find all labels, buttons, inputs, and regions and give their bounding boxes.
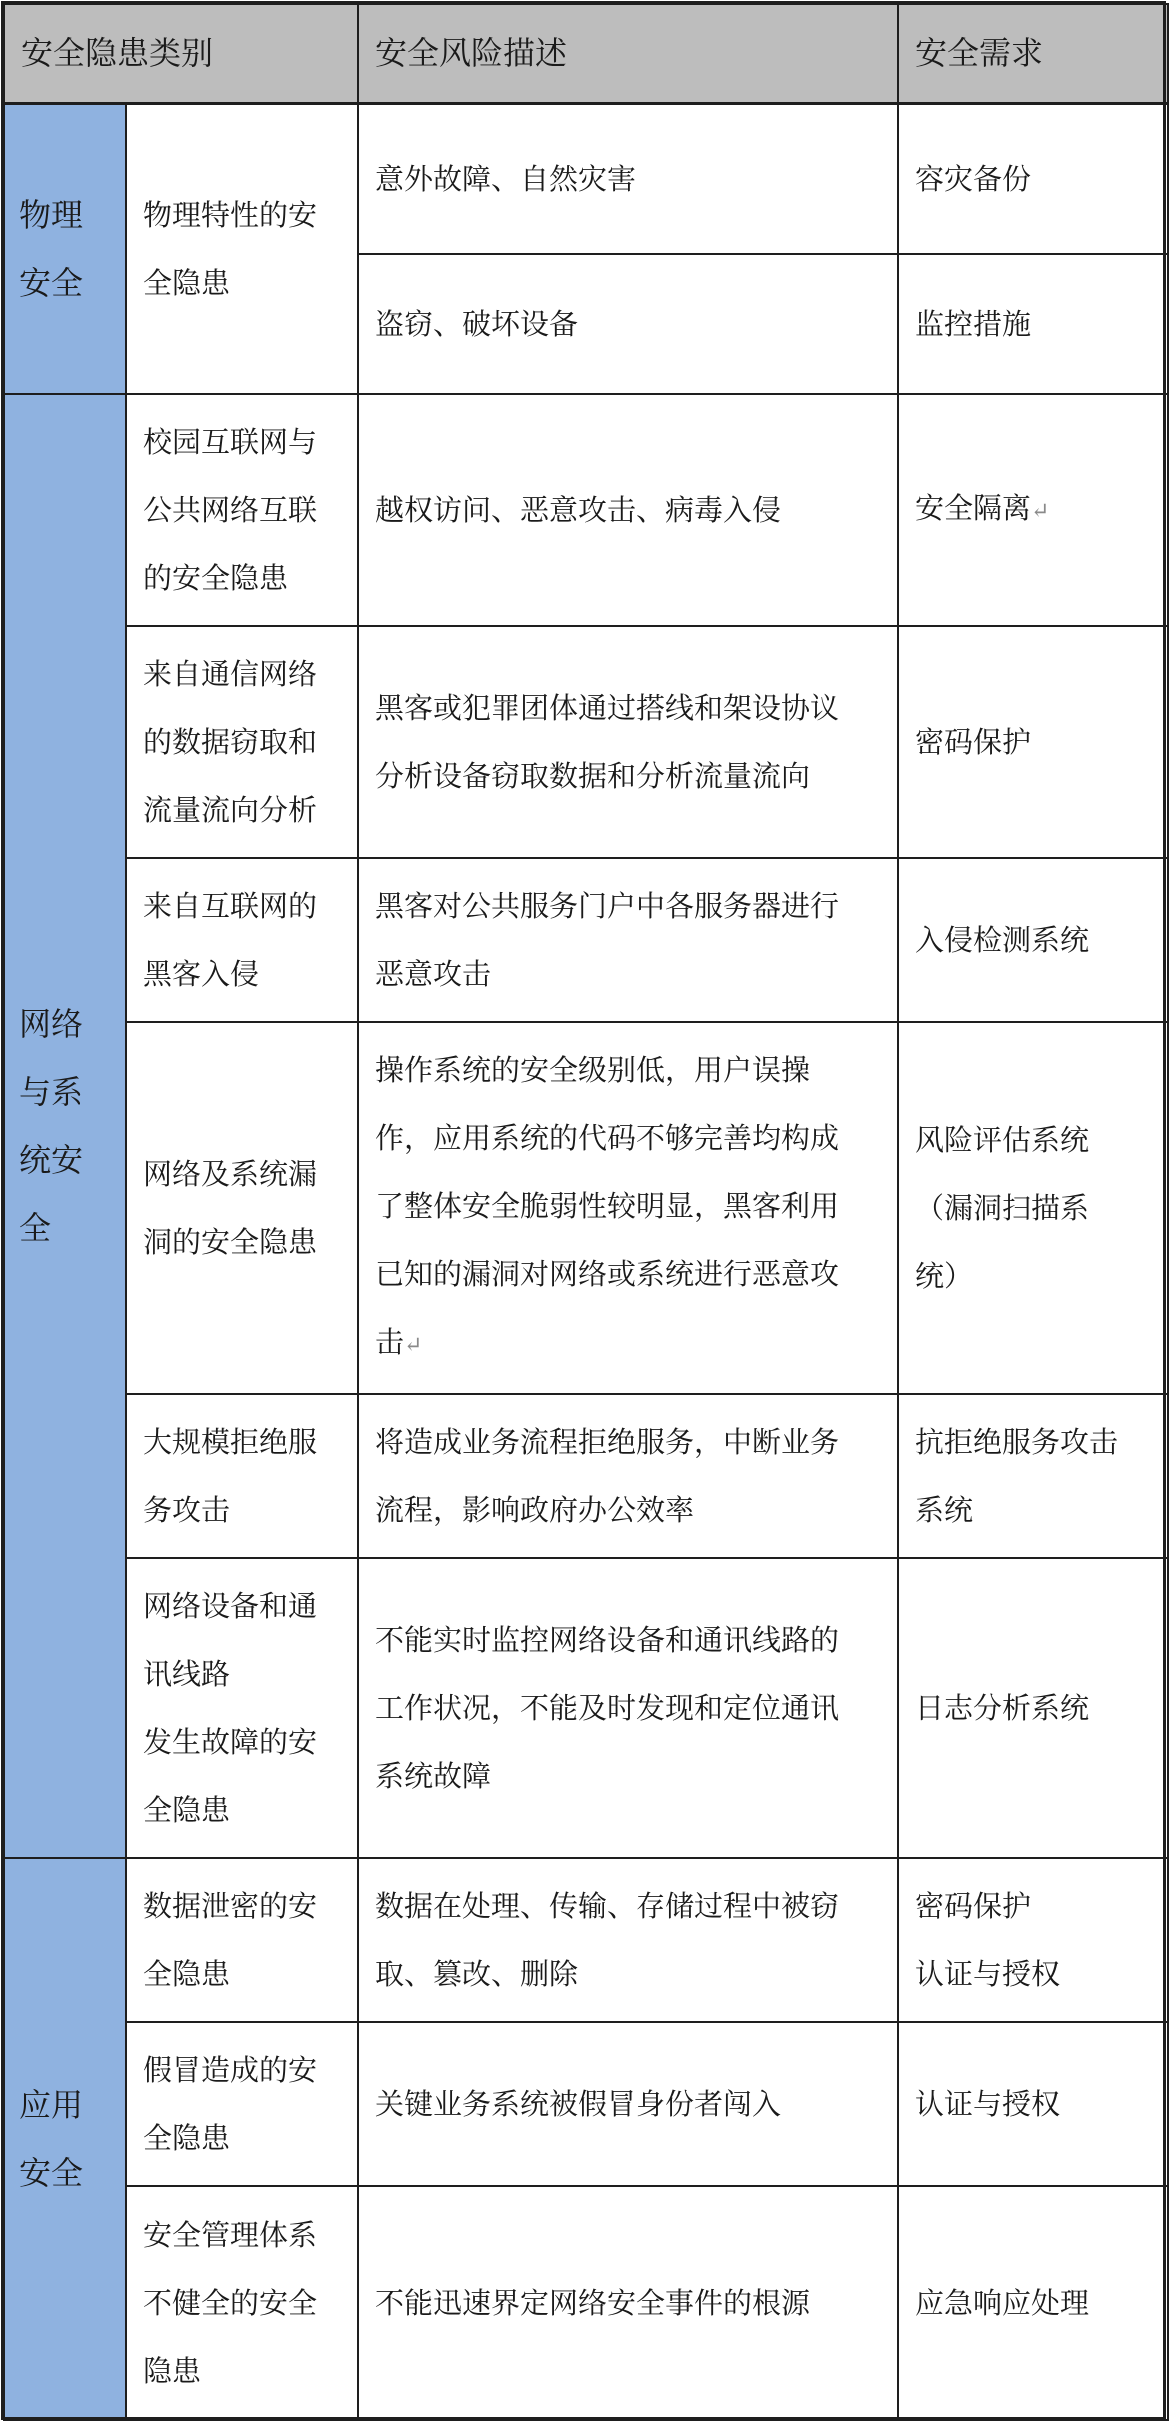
table-row [4,2022,1168,2186]
header-requirement: 安全需求 [898,4,1168,103]
description-cell: 不能迅速界定网络安全事件的根源 [358,2186,898,2420]
description-cell: 黑客或犯罪团体通过搭线和架设协议 分析设备窃取数据和分析流量流向 [358,626,898,858]
requirement-cell: 风险评估系统 （漏洞扫描系 统） [898,1022,1168,1394]
header-row [4,4,1168,103]
hazard-cell: 来自通信网络 的数据窃取和 流量流向分析 [126,626,358,858]
requirement-cell: 入侵检测系统 [898,858,1168,1022]
requirement-cell: 认证与授权 [898,2022,1168,2186]
category-physical: 物理 安全 [4,103,126,394]
header-description: 安全风险描述 [358,4,898,103]
table-row [4,1858,1168,2022]
security-hazard-table [3,3,1169,2421]
hazard-cell: 安全管理体系 不健全的安全 隐患 [126,2186,358,2420]
hazard-cell: 大规模拒绝服 务攻击 [126,1394,358,1558]
hazard-cell: 来自互联网的 黑客入侵 [126,858,358,1022]
description-cell: 黑客对公共服务门户中各服务器进行 恶意攻击 [358,858,898,1022]
table-row [4,626,1168,858]
return-mark-icon: ↵ [404,1333,423,1358]
table-row [4,1394,1168,1558]
requirement-cell: 应急响应处理 [898,2186,1168,2420]
table-row [4,1558,1168,1858]
hazard-cell: 数据泄密的安 全隐患 [126,1858,358,2022]
description-cell: 操作系统的安全级别低，用户误操 作，应用系统的代码不够完善均构成 了整体安全脆弱性较明显，黑客利用 已知的漏洞对网络或系统进行恶意攻 击↵ [358,1022,898,1394]
description-cell: 意外故障、自然灾害 [358,103,898,254]
description-cell: 数据在处理、传输、存储过程中被窃 取、篡改、删除 [358,1858,898,2022]
description-cell: 将造成业务流程拒绝服务，中断业务 流程，影响政府办公效率 [358,1394,898,1558]
table-row [4,2186,1168,2420]
requirement-cell: 日志分析系统 [898,1558,1168,1858]
table-row [4,1022,1168,1394]
table-row [4,858,1168,1022]
header-category: 安全隐患类别 [4,4,358,103]
hazard-cell: 假冒造成的安 全隐患 [126,2022,358,2186]
description-cell: 关键业务系统被假冒身份者闯入 [358,2022,898,2186]
category-application: 应用 安全 [4,1858,126,2420]
requirement-cell: 抗拒绝服务攻击 系统 [898,1394,1168,1558]
requirement-cell: 密码保护 [898,626,1168,858]
requirement-cell: 安全隔离↵ [898,394,1168,626]
table-row [4,103,1168,254]
description-cell: 不能实时监控网络设备和通讯线路的 工作状况，不能及时发现和定位通讯 系统故障 [358,1558,898,1858]
hazard-cell: 物理特性的安 全隐患 [126,103,358,394]
requirement-cell: 容灾备份 [898,103,1168,254]
requirement-cell: 密码保护 认证与授权 [898,1858,1168,2022]
return-mark-icon: ↵ [1031,499,1050,524]
description-cell: 越权访问、恶意攻击、病毒入侵 [358,394,898,626]
hazard-cell: 网络设备和通 讯线路 发生故障的安 全隐患 [126,1558,358,1858]
table-row [4,394,1168,626]
description-cell: 盗窃、破坏设备 [358,254,898,394]
hazard-cell: 网络及系统漏 洞的安全隐患 [126,1022,358,1394]
category-network-system: 网络 与系 统安 全 [4,394,126,1858]
hazard-cell: 校园互联网与 公共网络互联 的安全隐患 [126,394,358,626]
requirement-cell: 监控措施 [898,254,1168,394]
